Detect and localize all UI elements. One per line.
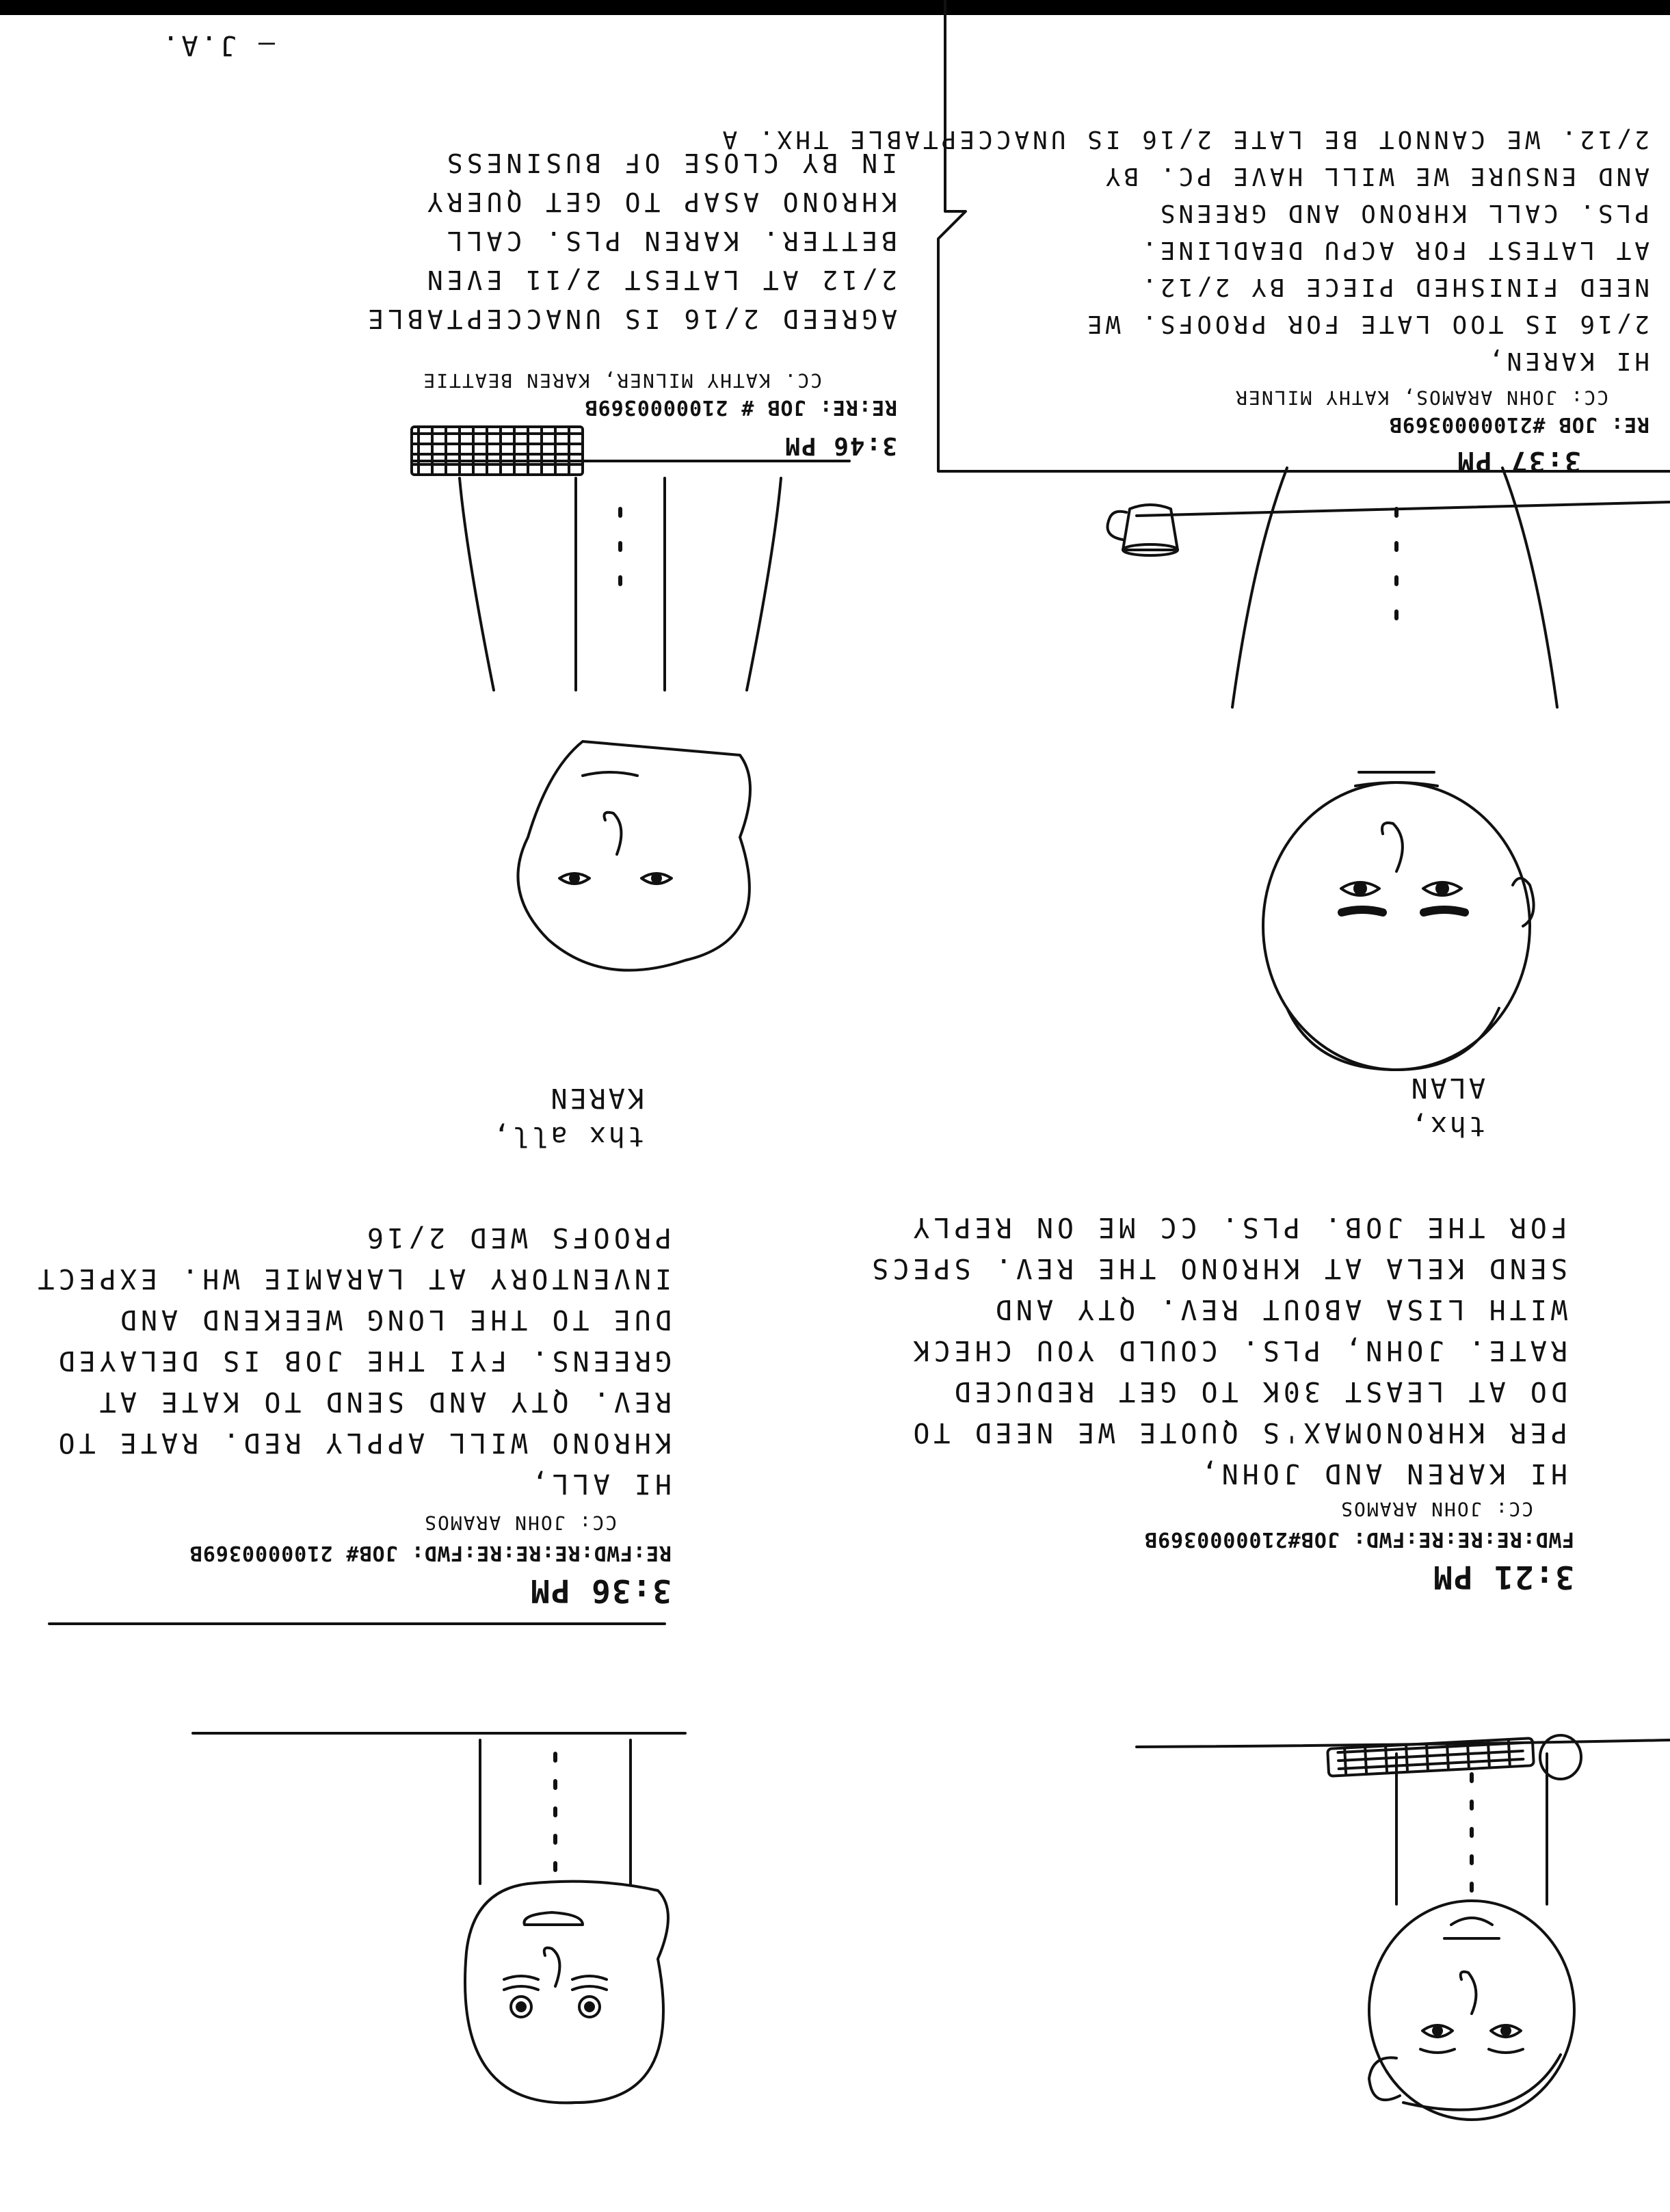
alan-hair-bun	[1369, 2057, 1400, 2100]
john-brow-right	[1342, 910, 1383, 912]
john-cc: CC: JOHN ARAMOS, KATHY MILNER	[1234, 386, 1608, 409]
john-pupil-left	[1437, 883, 1448, 894]
john-figure	[1108, 468, 1670, 1070]
alan-pupil-right	[1433, 2027, 1442, 2035]
kathy-nose	[605, 813, 622, 854]
john-desk	[1137, 502, 1670, 516]
karen-time: 3:36 PM	[529, 1572, 672, 1609]
alan-brow-left	[1489, 2049, 1523, 2053]
kathy-mouth	[583, 772, 637, 776]
kathy-cc: CC. KATHY MILNER, KAREN BEATTIE	[422, 369, 822, 392]
kathy-time: 3:46 PM	[784, 432, 897, 460]
karen-cc: CC: JOHN ARAMOS	[423, 1512, 617, 1534]
alan-figure	[1137, 1735, 1670, 2120]
john-mouth	[1355, 772, 1437, 786]
kathy-signoff: — J.A.	[159, 29, 275, 61]
alan-subject: FWD:RE:RE:RE:FWD: JOB#2100000369B	[1143, 1527, 1574, 1551]
alan-brow-right	[1420, 2049, 1455, 2053]
john-brow-left	[1424, 910, 1465, 912]
kathy-pupil-left	[652, 874, 661, 882]
karen-signoff: thx all, KAREN	[490, 1082, 644, 1152]
karen-pupil-right	[517, 2003, 525, 2011]
kathy-message-body: AGREED 2/16 IS UNACCEPTABLE 2/12 AT LATEST 2/11 EVEN BETTER. KAREN PLS. CALL KHRONO ASAP TO GET QUERY IN BY CLOSE OF BUSINESS	[364, 148, 897, 334]
alan-chin	[1451, 1918, 1492, 1925]
alan-message-body: HI KAREN AND JOHN, PER KHRONOMAX'S QUOTE WE NEED TO DO AT LEAST 30K TO GET REDUCED RATE. JOHN, PLS. COULD YOU CHECK WITH LISA ABOUT REV. QTY AND SEND KELA AT KHRONO THE REV. SPECS FOR THE JOB. PLS. CC ME ON REPLY	[868, 1211, 1567, 1489]
karen-lash-right	[504, 1976, 538, 1990]
karen-nose	[544, 1948, 560, 1986]
john-coffee-cup	[1108, 505, 1178, 555]
karen-figure	[193, 1733, 685, 2103]
john-hair	[1287, 1008, 1499, 1070]
john-subject: RE: JOB #2100000369B	[1388, 412, 1649, 436]
karen-mouth	[525, 1912, 583, 1925]
john-body	[1232, 468, 1557, 707]
karen-subject: RE:FWD:RE:RE:RE:FWD: JOB# 2100000369B	[189, 1541, 672, 1565]
alan-time: 3:21 PM	[1432, 1559, 1574, 1596]
kathy-keyboard	[412, 427, 583, 475]
john-time: 3:37 PM	[1456, 445, 1581, 477]
kathy-figure	[412, 427, 849, 971]
john-nose	[1382, 823, 1403, 871]
alan-cc: CC: JOHN ARAMOS	[1340, 1498, 1533, 1520]
alan-pupil-left	[1502, 2027, 1510, 2035]
karen-lash-left	[572, 1976, 607, 1990]
alan-signoff: thx, ALAN	[1408, 1072, 1485, 1142]
alan-nose	[1461, 1972, 1476, 2014]
karen-pupil-left	[585, 2003, 594, 2011]
karen-message-body: HI ALL, KHRONO WILL APPLY RED. RATE TO REV. QTY AND SEND TO KATE AT GREENS. FYI THE JOB IS DELAYED DUE TO THE LONG WEEKEND AND INVENTORY AT LARAMIE WH. EXPECT PROOFS WED 2/16	[34, 1222, 672, 1499]
kathy-pupil-right	[570, 874, 579, 882]
john-pupil-right	[1355, 883, 1366, 894]
kathy-subject: RE:RE: JOB # 2100000369B	[584, 395, 897, 419]
john-message-body: HI KAREN, 2/16 IS TOO LATE FOR PROOFS. WE NEED FINISHED PIECE BY 2/12. AT LATEST FOR ACPU DEADLINE. PLS. CALL KHRONO AND GREENS AND ENSURE WE WILL HAVE PC. BY 2/12. WE CANNOT BE LATE 2/16 IS UNACCEPTABLE THX. A	[719, 125, 1649, 375]
alan-hair	[1403, 2055, 1561, 2110]
